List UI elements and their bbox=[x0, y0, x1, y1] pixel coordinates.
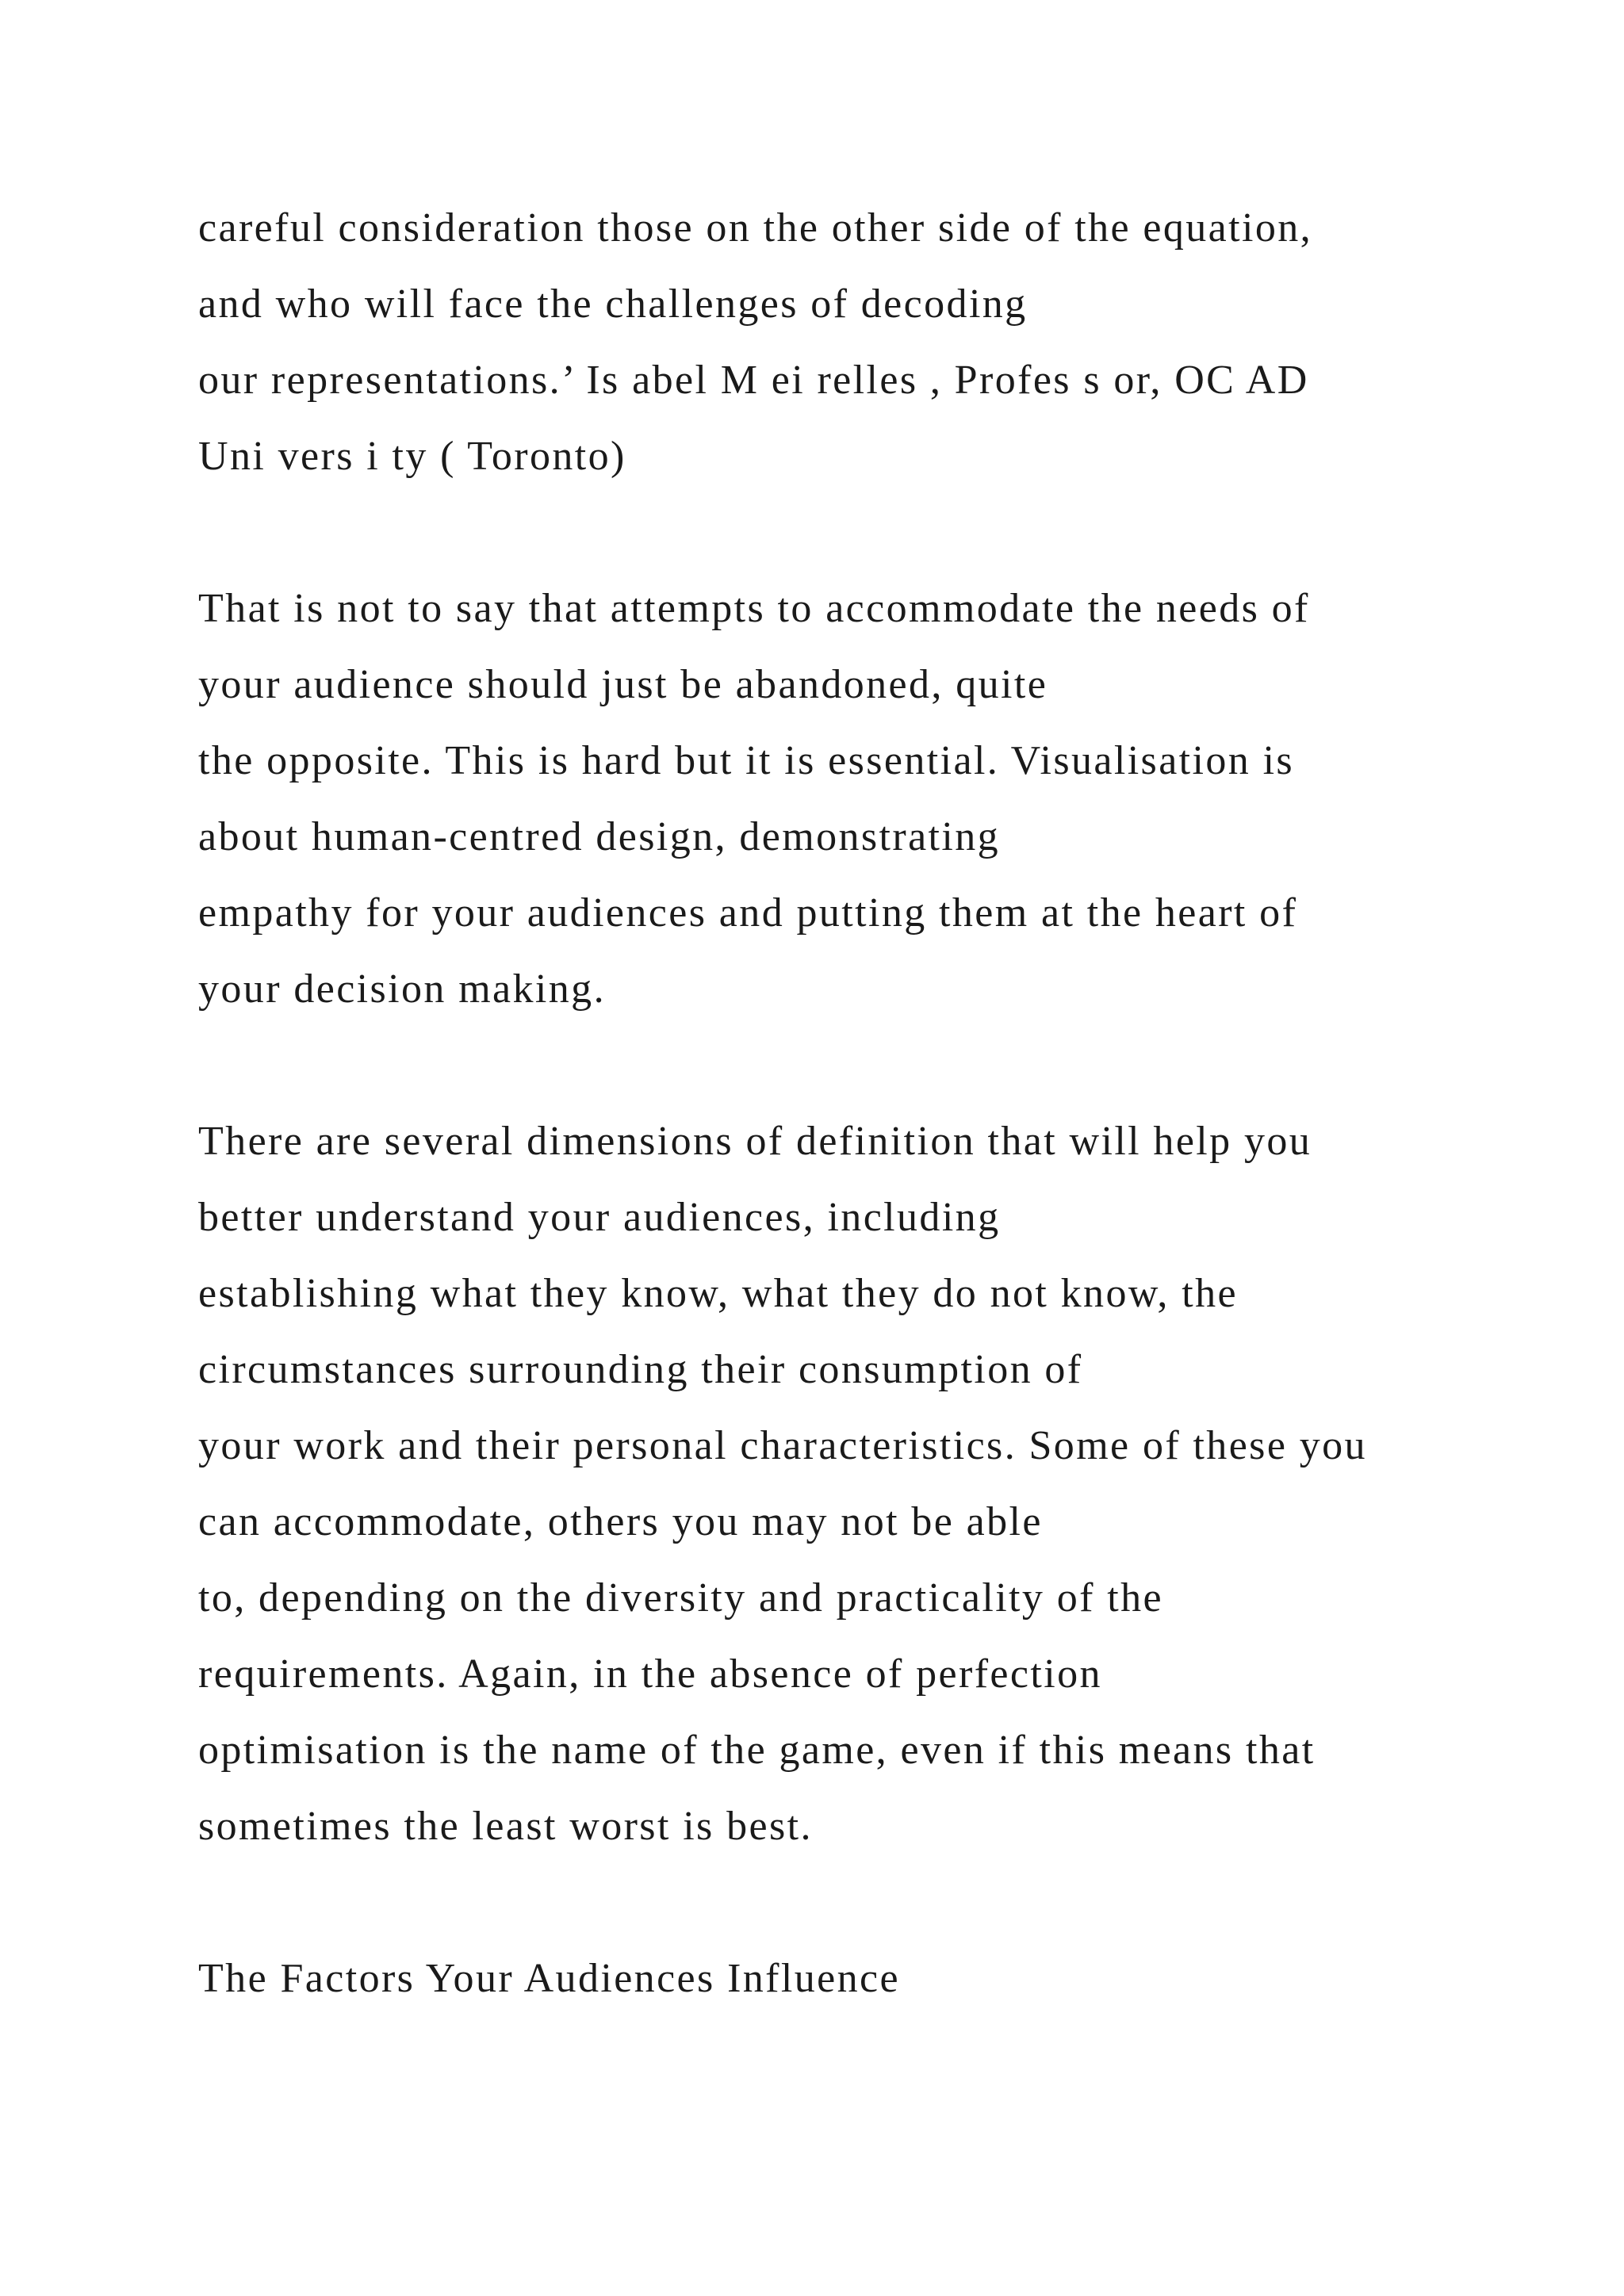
text-line: and who will face the challenges of decoding bbox=[198, 281, 1028, 327]
text-line: to, depending on the diversity and practicality of the bbox=[198, 1575, 1163, 1621]
text-line: There are several dimensions of definition that will help you bbox=[198, 1119, 1312, 1164]
paragraph-audience-dimensions bbox=[198, 1104, 1562, 1865]
document-body bbox=[198, 190, 1562, 2017]
text-line: circumstances surrounding their consumption of bbox=[198, 1347, 1083, 1392]
text-line: establishing what they know, what they do not know, the bbox=[198, 1271, 1238, 1316]
text-line: sometimes the least worst is best. bbox=[198, 1804, 813, 1849]
text-line: can accommodate, others you may not be able bbox=[198, 1499, 1043, 1544]
text-line: careful consideration those on the other side of the equation, bbox=[198, 205, 1313, 251]
text-line: about human-centred design, demonstrating bbox=[198, 814, 1001, 859]
text-line: your work and their personal characteristics. Some of these you bbox=[198, 1423, 1367, 1468]
text-line: better understand your audiences, including bbox=[198, 1195, 1001, 1240]
text-line: your decision making. bbox=[198, 966, 606, 1012]
paragraph-quote-ending bbox=[198, 190, 1562, 495]
text-line: our representations.’ Is abel M ei relles , Profes s or, OC AD bbox=[198, 358, 1309, 403]
paragraph-gap bbox=[198, 495, 1562, 571]
paragraph-gap bbox=[198, 1027, 1562, 1104]
paragraph-human-centred-design bbox=[198, 571, 1562, 1027]
text-line: That is not to say that attempts to accommodate the needs of bbox=[198, 586, 1310, 631]
text-line: the opposite. This is hard but it is essential. Visualisation is bbox=[198, 738, 1295, 783]
text-line: your audience should just be abandoned, quite bbox=[198, 662, 1048, 707]
text-line: optimisation is the name of the game, even if this means that bbox=[198, 1728, 1316, 1773]
paragraph-gap bbox=[198, 1865, 1562, 1941]
section-heading: The Factors Your Audiences Influence bbox=[198, 1956, 900, 2001]
text-line: Uni vers i ty ( Toronto) bbox=[198, 434, 626, 479]
text-line: empathy for your audiences and putting them at the heart of bbox=[198, 890, 1298, 936]
text-line: requirements. Again, in the absence of perfection bbox=[198, 1651, 1102, 1697]
